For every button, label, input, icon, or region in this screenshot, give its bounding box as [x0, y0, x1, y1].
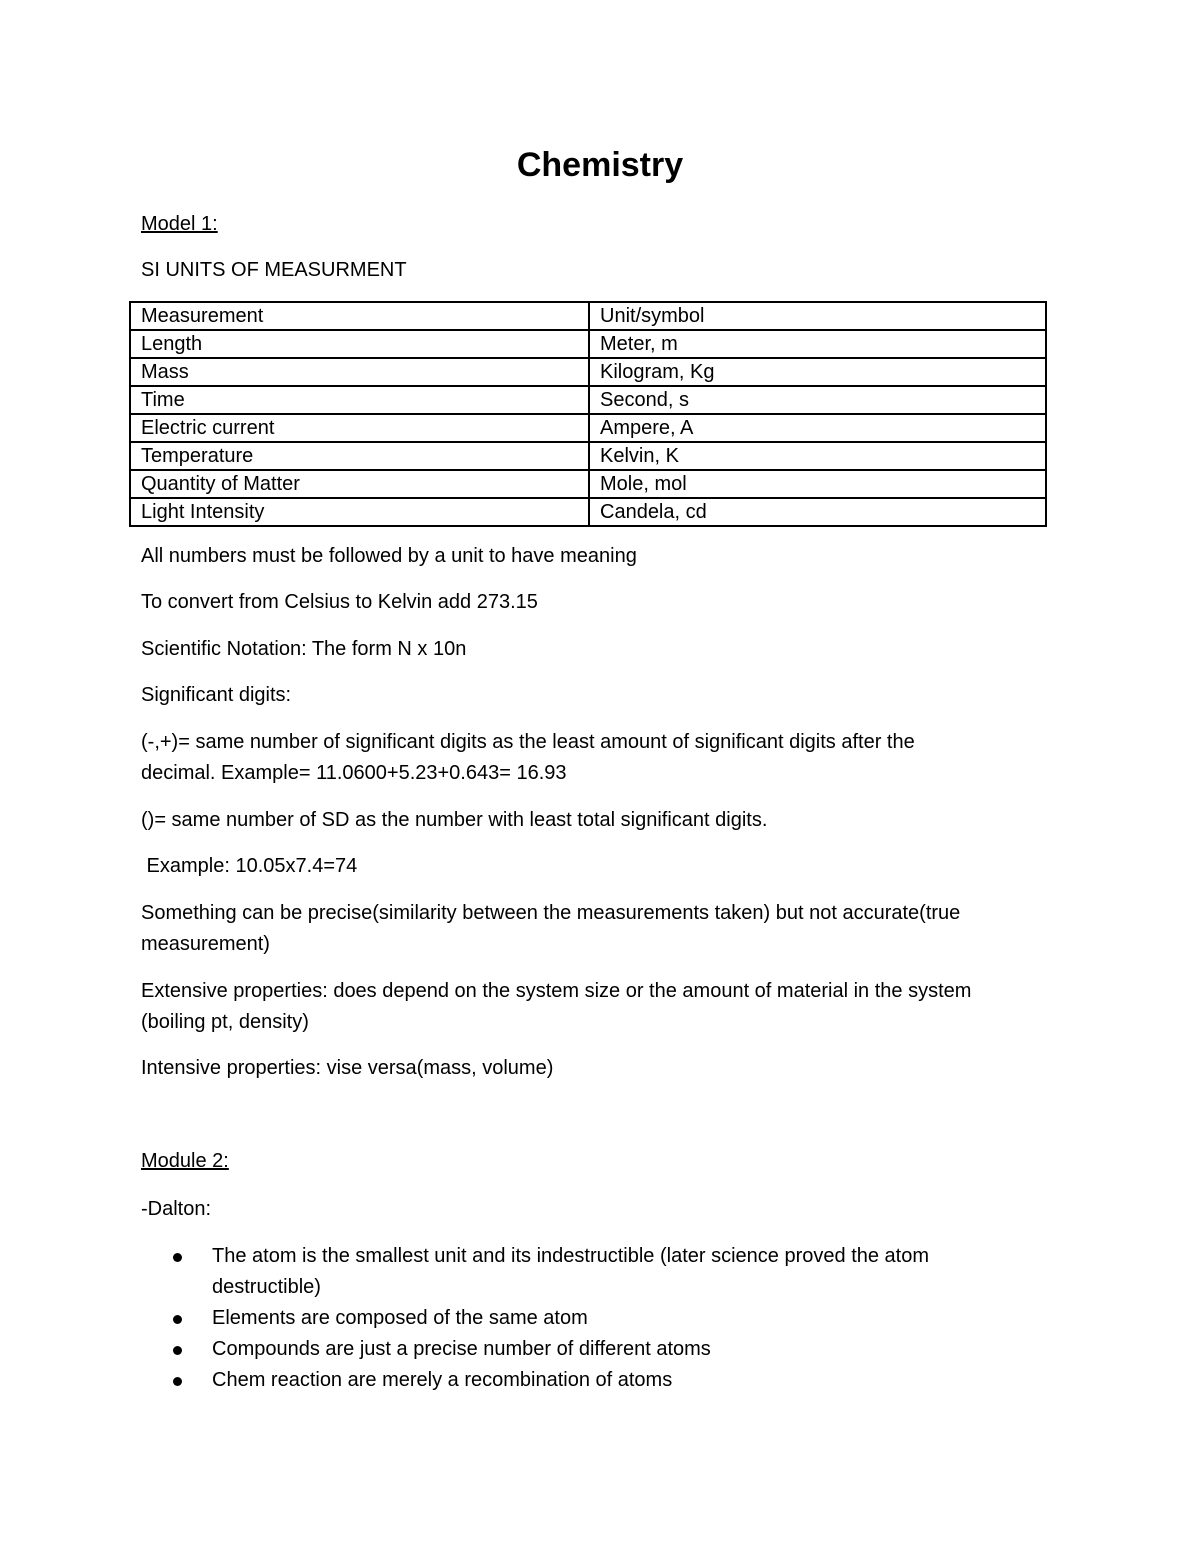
- extensive-properties-line1: Extensive properties: does depend on the system size or the amount of material in the system: [141, 980, 972, 1002]
- intensive-properties: Intensive properties: vise versa(mass, volume): [141, 1057, 554, 1079]
- list-item-text: Compounds are just a precise number of different atoms: [212, 1338, 711, 1360]
- list-item-text: Chem reaction are merely a recombination of atoms: [212, 1369, 673, 1391]
- add-subtract-rule-line1: (-,+)= same number of significant digits as the least amount of significant digits after the: [141, 731, 915, 753]
- dalton-heading: -Dalton:: [141, 1198, 212, 1220]
- multiply-rule: ()= same number of SD as the number with least total significant digits.: [141, 809, 768, 831]
- table-row: [130, 386, 1046, 414]
- table-row: [130, 358, 1046, 386]
- measurement-cell: Light Intensity: [130, 498, 589, 526]
- unit-cell: Ampere, A: [589, 414, 1046, 442]
- unit-cell: Second, s: [589, 386, 1046, 414]
- list-item: [170, 1241, 1030, 1303]
- measurement-cell: Length: [130, 330, 589, 358]
- measurement-cell: Temperature: [130, 442, 589, 470]
- measurement-cell: Mass: [130, 358, 589, 386]
- table-header-cell: Unit/symbol: [589, 302, 1046, 330]
- page-title: Chemistry: [516, 146, 684, 184]
- list-item: [170, 1303, 1030, 1334]
- list-item-text: Elements are composed of the same atom: [212, 1307, 588, 1329]
- table-row: [130, 470, 1046, 498]
- list-item: [170, 1365, 1030, 1396]
- bullet-icon: [173, 1315, 182, 1324]
- multiply-example: Example: 10.05x7.4=74: [141, 855, 358, 877]
- si-units-subheading: SI UNITS OF MEASURMENT: [141, 259, 407, 281]
- table-header-row: [130, 302, 1046, 330]
- celsius-kelvin-note: To convert from Celsius to Kelvin add 273.15: [141, 591, 538, 613]
- measurement-cell: Time: [130, 386, 589, 414]
- measurement-cell: Electric current: [130, 414, 589, 442]
- precise-accurate-line2: measurement): [141, 933, 270, 955]
- unit-cell: Kilogram, Kg: [589, 358, 1046, 386]
- bullet-icon: [173, 1253, 182, 1262]
- units-note: All numbers must be followed by a unit to have meaning: [141, 545, 637, 567]
- bullet-icon: [173, 1346, 182, 1355]
- extensive-properties-line2: (boiling pt, density): [141, 1011, 309, 1033]
- add-subtract-rule-line2: decimal. Example= 11.0600+5.23+0.643= 16.93: [141, 762, 567, 784]
- table-row: [130, 498, 1046, 526]
- table-row: [130, 442, 1046, 470]
- dalton-bullet-list: [170, 1241, 1030, 1396]
- unit-cell: Candela, cd: [589, 498, 1046, 526]
- list-item-text: The atom is the smallest unit and its indestructible (later science proved the atom destructible): [212, 1245, 930, 1298]
- list-item: [170, 1334, 1030, 1365]
- unit-cell: Kelvin, K: [589, 442, 1046, 470]
- module2-heading: Module 2:: [141, 1150, 229, 1172]
- si-units-table: [129, 301, 1047, 527]
- table-row: [130, 330, 1046, 358]
- significant-digits-heading: Significant digits:: [141, 684, 292, 706]
- measurement-cell: Quantity of Matter: [130, 470, 589, 498]
- bullet-icon: [173, 1377, 182, 1386]
- model1-heading: Model 1:: [141, 213, 218, 235]
- unit-cell: Meter, m: [589, 330, 1046, 358]
- table-row: [130, 414, 1046, 442]
- scientific-notation-note: Scientific Notation: The form N x 10n: [141, 638, 467, 660]
- precise-accurate-line1: Something can be precise(similarity between the measurements taken) but not accurate(true: [141, 902, 961, 924]
- table-header-cell: Measurement: [130, 302, 589, 330]
- unit-cell: Mole, mol: [589, 470, 1046, 498]
